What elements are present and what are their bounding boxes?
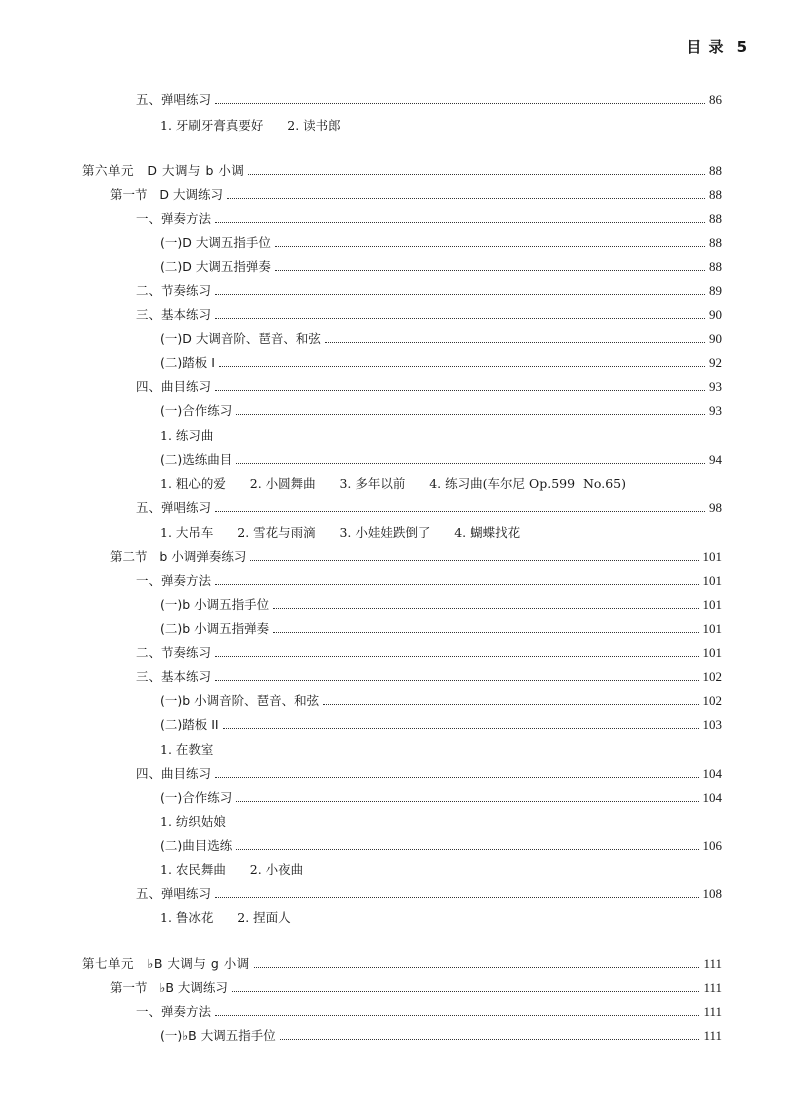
toc-entry[interactable] bbox=[136, 304, 722, 326]
song-list: 1. 牙刷牙膏真要好 2. 读书郎 bbox=[160, 118, 341, 133]
toc-entry-page: 101 bbox=[702, 549, 722, 564]
toc-entry-label: (二)踏板 II bbox=[160, 717, 219, 732]
toc-entry-page: 101 bbox=[702, 573, 722, 588]
toc-entry-label: (二)选练曲目 bbox=[160, 452, 233, 467]
toc-entry[interactable] bbox=[160, 352, 722, 374]
toc-entry-page: 98 bbox=[709, 500, 722, 515]
header-title: 目 录 bbox=[686, 38, 725, 56]
toc-entry-page: 90 bbox=[709, 307, 722, 322]
toc-entry-page: 106 bbox=[702, 838, 722, 853]
toc-entry[interactable] bbox=[82, 953, 722, 975]
toc-entry-page: 88 bbox=[709, 163, 722, 178]
toc-entry[interactable] bbox=[136, 376, 722, 398]
toc-entry-page: 101 bbox=[702, 597, 722, 612]
toc-entry[interactable] bbox=[136, 570, 722, 592]
toc-entry-label: 四、曲目练习 bbox=[136, 766, 212, 781]
toc-entry-label: (二)曲目选练 bbox=[160, 838, 233, 853]
dot-leader bbox=[275, 270, 705, 271]
dot-leader bbox=[236, 849, 698, 850]
toc-entry-label: 二、节奏练习 bbox=[136, 645, 212, 660]
toc-entry-page: 108 bbox=[702, 886, 722, 901]
toc-entry[interactable] bbox=[160, 256, 722, 278]
dot-leader bbox=[219, 366, 705, 367]
toc-entry-page: 92 bbox=[709, 355, 722, 370]
toc-entry[interactable] bbox=[136, 763, 722, 785]
dot-leader bbox=[215, 656, 698, 657]
song-list: 1. 鲁冰花 2. 捏面人 bbox=[160, 910, 291, 925]
dot-leader bbox=[325, 342, 705, 343]
toc-entry[interactable] bbox=[160, 714, 722, 736]
toc-entry-label: (二)踏板 I bbox=[160, 355, 215, 370]
toc-entry-page: 93 bbox=[709, 403, 722, 418]
toc-entry[interactable] bbox=[136, 208, 722, 230]
toc-entry-page: 104 bbox=[702, 790, 722, 805]
song-list: 1. 练习曲 bbox=[160, 428, 214, 443]
toc-entry-page: 101 bbox=[702, 621, 722, 636]
toc-entry-page: 104 bbox=[702, 766, 722, 781]
toc-entry-label: 五、弹唱练习 bbox=[136, 886, 212, 901]
toc-entry[interactable] bbox=[82, 160, 722, 182]
dot-leader bbox=[236, 801, 698, 802]
toc-entry-page: 89 bbox=[709, 283, 722, 298]
song-list: 1. 粗心的爱 2. 小圆舞曲 3. 多年以前 4. 练习曲(车尔尼 Op.599 No.65) bbox=[160, 476, 626, 491]
toc-entry-label: 五、弹唱练习 bbox=[136, 92, 212, 107]
dot-leader bbox=[323, 704, 698, 705]
toc-entry[interactable] bbox=[136, 666, 722, 688]
toc-entry[interactable] bbox=[160, 690, 722, 712]
dot-leader bbox=[275, 246, 705, 247]
dot-leader bbox=[227, 198, 705, 199]
toc-entry-label: 一、弹奏方法 bbox=[136, 1004, 212, 1019]
toc-entry-page: 88 bbox=[709, 187, 722, 202]
toc-entry[interactable] bbox=[136, 497, 722, 519]
song-list: 1. 大吊车 2. 雪花与雨滴 3. 小娃娃跌倒了 4. 蝴蝶找花 bbox=[160, 525, 521, 540]
toc-entry-page: 88 bbox=[709, 259, 722, 274]
song-list: 1. 纺织姑娘 bbox=[160, 814, 226, 829]
dot-leader bbox=[215, 511, 705, 512]
dot-leader bbox=[254, 967, 700, 968]
toc-entry-label: (一)b 小调音阶、琶音、和弦 bbox=[160, 693, 320, 708]
toc-entry[interactable] bbox=[160, 328, 722, 350]
dot-leader bbox=[236, 463, 705, 464]
toc-entry-label: 第六单元 D 大调与 b 小调 bbox=[82, 163, 245, 178]
toc-entry[interactable] bbox=[136, 89, 722, 111]
toc-entry-page: 111 bbox=[703, 1004, 722, 1019]
toc-entry-label: (一)b 小调五指手位 bbox=[160, 597, 270, 612]
toc-entry[interactable] bbox=[136, 883, 722, 905]
dot-leader bbox=[215, 103, 705, 104]
dot-leader bbox=[232, 991, 700, 992]
dot-leader bbox=[215, 294, 705, 295]
toc-entry-page: 111 bbox=[703, 956, 722, 971]
toc-entry[interactable] bbox=[160, 400, 722, 422]
toc-entry[interactable] bbox=[136, 1001, 722, 1023]
dot-leader bbox=[215, 584, 698, 585]
toc-entry-label: 五、弹唱练习 bbox=[136, 500, 212, 515]
dot-leader bbox=[215, 777, 698, 778]
song-list: 1. 在教室 bbox=[160, 742, 214, 757]
dot-leader bbox=[215, 680, 698, 681]
toc-entry-label: 三、基本练习 bbox=[136, 307, 212, 322]
header-page-number: 5 bbox=[736, 38, 748, 56]
dot-leader bbox=[215, 1015, 699, 1016]
dot-leader bbox=[273, 632, 698, 633]
toc-entry-page: 90 bbox=[709, 331, 722, 346]
dot-leader bbox=[250, 560, 698, 561]
toc-entry[interactable] bbox=[160, 449, 722, 471]
toc-entry-label: (一)合作练习 bbox=[160, 790, 233, 805]
dot-leader bbox=[215, 318, 705, 319]
toc-entry-label: (一)♭B 大调五指手位 bbox=[160, 1028, 276, 1043]
toc-entry[interactable] bbox=[160, 594, 722, 616]
toc-entry-page: 88 bbox=[709, 235, 722, 250]
toc-entry-page: 103 bbox=[702, 717, 722, 732]
dot-leader bbox=[223, 728, 699, 729]
toc-entry-label: 四、曲目练习 bbox=[136, 379, 212, 394]
toc-entry[interactable] bbox=[110, 977, 722, 999]
toc-entry-page: 94 bbox=[709, 452, 722, 467]
toc-entry-label: (二)D 大调五指弹奏 bbox=[160, 259, 271, 274]
toc-entry-label: (一)D 大调五指手位 bbox=[160, 235, 271, 250]
toc-entry[interactable] bbox=[160, 1025, 722, 1047]
toc-entry-label: 一、弹奏方法 bbox=[136, 573, 212, 588]
dot-leader bbox=[273, 608, 698, 609]
toc-entry-page: 111 bbox=[703, 1028, 722, 1043]
toc-entry-page: 102 bbox=[702, 669, 722, 684]
toc-entry-label: 第一节 ♭B 大调练习 bbox=[110, 980, 228, 995]
toc-entry[interactable] bbox=[136, 280, 722, 302]
toc-entry-label: 第七单元 ♭B 大调与 g 小调 bbox=[82, 956, 250, 971]
toc-entry-label: 第一节 D 大调练习 bbox=[110, 187, 224, 202]
toc-entry-page: 86 bbox=[709, 92, 722, 107]
toc-entry-page: 101 bbox=[702, 645, 722, 660]
toc-entry[interactable] bbox=[110, 184, 722, 206]
toc-entry[interactable] bbox=[160, 835, 722, 857]
song-list: 1. 农民舞曲 2. 小夜曲 bbox=[160, 862, 304, 877]
toc-entry-label: (一)D 大调音阶、琶音、和弦 bbox=[160, 331, 321, 346]
dot-leader bbox=[236, 414, 705, 415]
toc-entry[interactable] bbox=[160, 232, 722, 254]
toc-entry-label: 三、基本练习 bbox=[136, 669, 212, 684]
toc-entry-label: 一、弹奏方法 bbox=[136, 211, 212, 226]
toc-entry-label: (二)b 小调五指弹奏 bbox=[160, 621, 270, 636]
toc-entry-page: 88 bbox=[709, 211, 722, 226]
toc-entry-page: 93 bbox=[709, 379, 722, 394]
dot-leader bbox=[215, 897, 698, 898]
toc-entry-label: 二、节奏练习 bbox=[136, 283, 212, 298]
toc-entry[interactable] bbox=[110, 546, 722, 568]
toc-entry[interactable] bbox=[160, 787, 722, 809]
toc-entry[interactable] bbox=[136, 642, 722, 664]
toc-entry-page: 102 bbox=[702, 693, 722, 708]
dot-leader bbox=[215, 390, 705, 391]
toc-entry-label: 第二节 b 小调弹奏练习 bbox=[110, 549, 247, 564]
toc-entry[interactable] bbox=[160, 618, 722, 640]
dot-leader bbox=[248, 174, 705, 175]
dot-leader bbox=[280, 1039, 700, 1040]
toc-entry-page: 111 bbox=[703, 980, 722, 995]
dot-leader bbox=[215, 222, 705, 223]
toc-entry-label: (一)合作练习 bbox=[160, 403, 233, 418]
